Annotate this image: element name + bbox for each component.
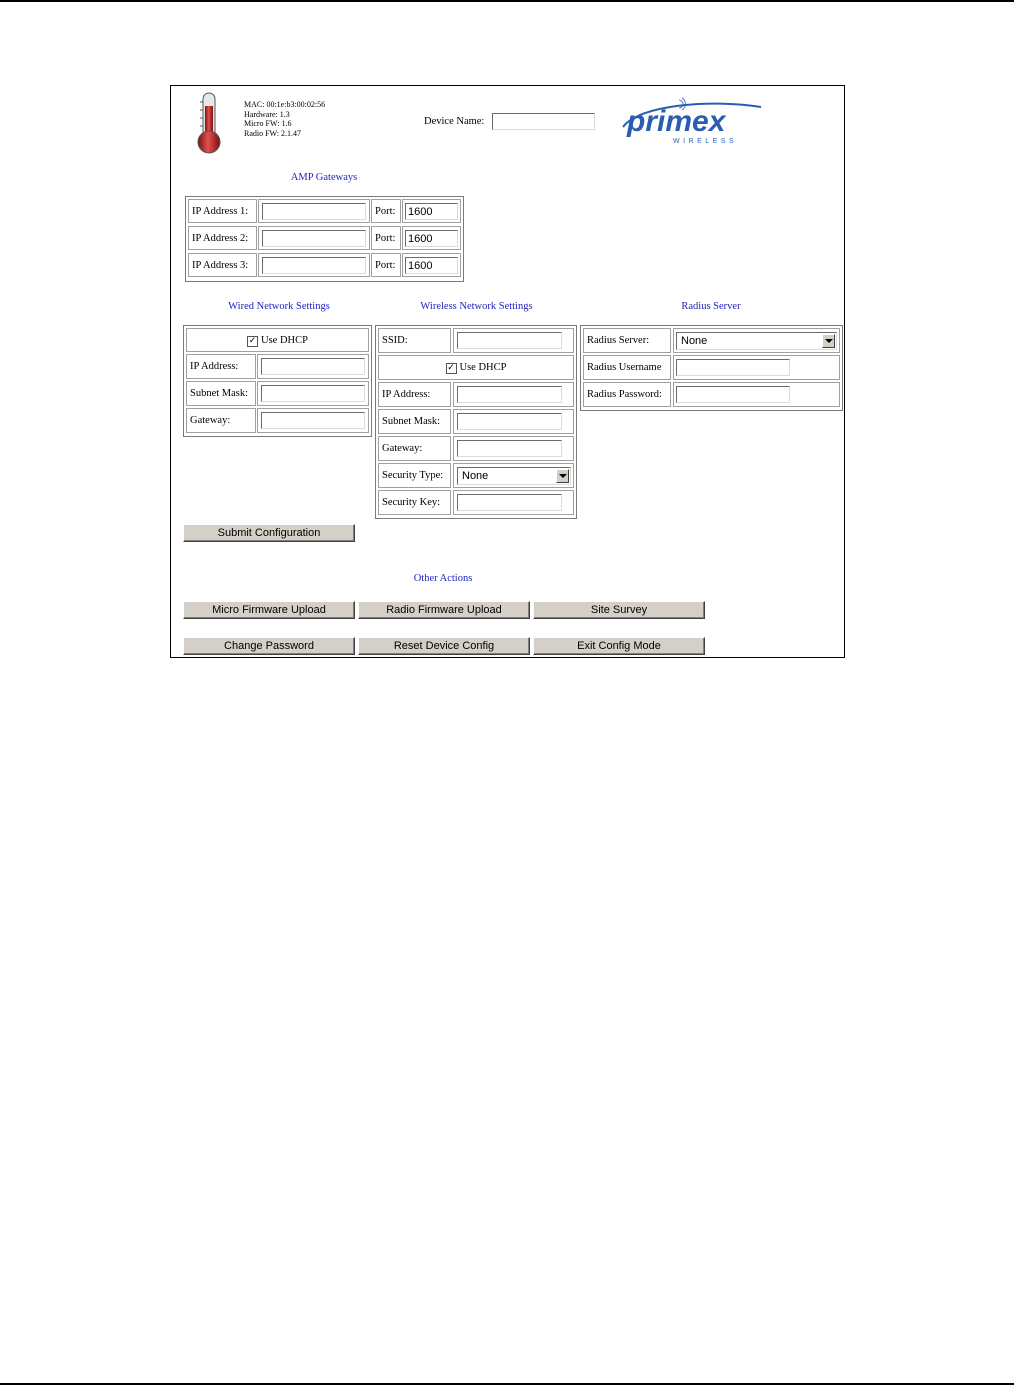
amp-ip1-label: IP Address 1: [188, 199, 257, 223]
amp-port3-label: Port: [371, 253, 401, 277]
wireless-settings-title: Wireless Network Settings [420, 301, 533, 312]
security-key-label: Security Key: [378, 490, 451, 515]
wired-mask-label: Subnet Mask: [186, 381, 256, 406]
device-name-label: Device Name: [424, 116, 485, 127]
chevron-down-icon[interactable] [556, 469, 569, 483]
amp-ip2-label: IP Address 2: [188, 226, 257, 250]
wireless-gateway-input[interactable] [457, 440, 562, 457]
ssid-input[interactable] [457, 332, 562, 349]
amp-port2-input[interactable] [405, 230, 458, 247]
radius-password-input[interactable] [676, 386, 790, 403]
chevron-down-icon[interactable] [822, 334, 835, 348]
radius-username-input[interactable] [676, 359, 790, 376]
amp-port3-input[interactable] [405, 257, 458, 274]
radius-server-title: Radius Server [681, 301, 741, 312]
wireless-ip-input[interactable] [457, 386, 562, 403]
radius-server-value: None [681, 335, 708, 347]
wired-dhcp-cell [186, 328, 369, 352]
hardware-version: Hardware: 1.3 [244, 109, 290, 119]
wireless-gateway-label: Gateway: [378, 436, 451, 461]
change-password-button[interactable]: Change Password [183, 637, 355, 655]
ssid-label: SSID: [378, 328, 451, 353]
amp-gateways-title: AMP Gateways [290, 172, 358, 183]
wired-gateway-label: Gateway: [186, 408, 256, 433]
thermometer-icon [193, 92, 225, 154]
wireless-mask-label: Subnet Mask: [378, 409, 451, 434]
radius-password-label: Radius Password: [583, 382, 671, 407]
amp-ip2-input[interactable] [262, 230, 366, 247]
wireless-dhcp-cell [378, 355, 574, 380]
primex-logo [619, 97, 771, 145]
wired-gateway-input[interactable] [261, 412, 365, 429]
security-type-select[interactable] [457, 467, 571, 485]
wireless-dhcp-label: Use DHCP [459, 362, 507, 373]
security-type-value: None [462, 470, 489, 482]
device-info [244, 100, 325, 138]
amp-port1-label: Port: [371, 199, 401, 223]
amp-gateways-table [185, 196, 464, 282]
amp-port2-label: Port: [371, 226, 401, 250]
radius-server-select[interactable] [676, 332, 837, 350]
radius-server-table [580, 325, 843, 411]
amp-ip1-input[interactable] [262, 203, 366, 220]
radius-username-label: Radius Username [583, 355, 671, 380]
device-name-input[interactable] [492, 113, 595, 130]
bottom-rule [0, 1383, 1014, 1385]
wired-dhcp-label: Use DHCP [261, 334, 308, 346]
radio-fw-version: Radio FW: 2.1.47 [244, 128, 302, 138]
security-key-input[interactable] [457, 494, 562, 511]
reset-device-config-button[interactable]: Reset Device Config [358, 637, 530, 655]
config-page [170, 85, 845, 658]
amp-port1-input[interactable] [405, 203, 458, 220]
wired-settings-title: Wired Network Settings [228, 301, 330, 312]
exit-config-mode-button[interactable]: Exit Config Mode [533, 637, 705, 655]
wired-ip-label: IP Address: [186, 354, 256, 379]
wired-mask-input[interactable] [261, 385, 365, 402]
top-rule [0, 0, 1014, 2]
amp-ip3-label: IP Address 3: [188, 253, 257, 277]
security-type-label: Security Type: [378, 463, 451, 488]
wireless-dhcp-checkbox[interactable]: ✓ [447, 363, 455, 373]
wireless-settings-table [375, 325, 577, 519]
micro-firmware-upload-button[interactable]: Micro Firmware Upload [183, 601, 355, 619]
other-actions-title: Other Actions [413, 573, 473, 584]
radio-firmware-upload-button[interactable]: Radio Firmware Upload [358, 601, 530, 619]
submit-configuration-button[interactable]: Submit Configuration [183, 524, 355, 542]
wired-ip-input[interactable] [261, 358, 365, 375]
wireless-mask-input[interactable] [457, 413, 562, 430]
amp-ip3-input[interactable] [262, 257, 366, 274]
site-survey-button[interactable]: Site Survey [533, 601, 705, 619]
mac-address: MAC: 00:1e:b3:00:02:56 [244, 100, 326, 109]
wired-dhcp-checkbox[interactable]: ✓ [248, 335, 257, 346]
logo-sub-text: WIRELESS [673, 138, 738, 145]
radius-server-label: Radius Server: [583, 328, 671, 353]
wired-settings-table [183, 325, 372, 437]
wireless-ip-label: IP Address: [378, 382, 451, 407]
micro-fw-version: Micro FW: 1.6 [244, 119, 292, 128]
logo-brand-text: primex [627, 105, 726, 138]
